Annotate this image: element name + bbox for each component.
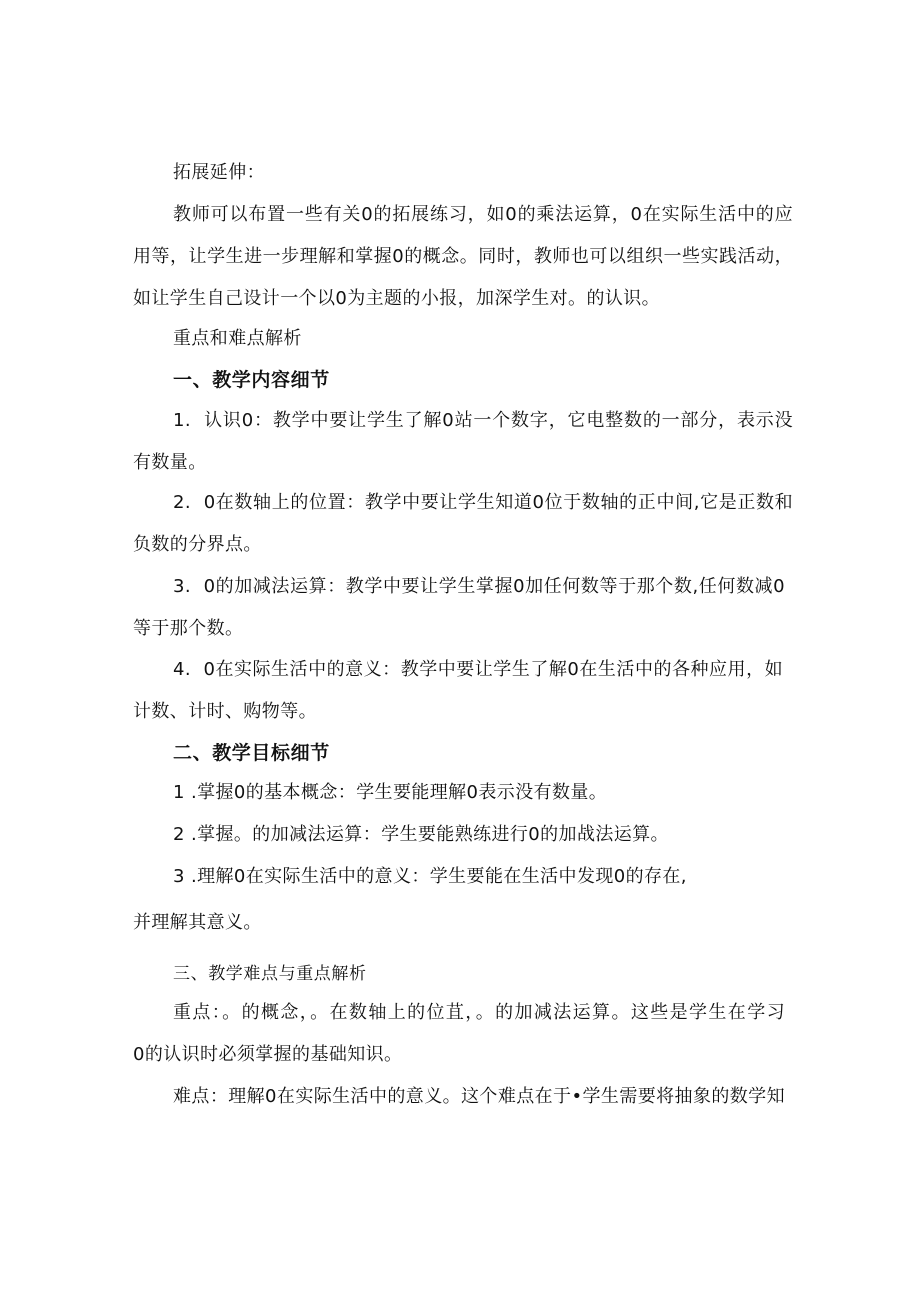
item-text: 0在实际生活中的意义：教学中要让学生了解0在生活中的各种应用，如 [203,659,784,680]
item-text: 0的加减法运算：教学中要让学生掌握0加任何数等于那个数,任何数减0 [203,576,785,597]
part1-item-1-line-2: 有数量。 [133,452,207,473]
part1-item-2-line-1 [173,490,793,516]
part1-item-1-line-1 [173,408,793,434]
part3-key-line-1: 重点：。的概念，。在数轴上的位苴，。的加减法运算。这些是学生在学习 [173,1002,785,1023]
part2-item-3: 3 .理解0在实际生活中的意义：学生要能在生活中发现0的存在, [173,866,687,887]
part2-heading: 二、教学目标细节 [173,742,330,764]
paragraph-extend-line-1: 教师可以布置一些有关0的拓展练习，如0的乘法运算，0在实际生活中的应 [173,204,793,225]
part3-heading [173,960,367,987]
item-number: 1. [173,410,191,431]
part2-item-1: 1 .掌握0的基本概念：学生要能理解0表示没有数量。 [173,782,608,803]
item-number: 3. [173,576,191,597]
item-text: 0在数轴上的位置：教学中要让学生知道0位于数轴的正中间,它是正数和 [203,492,793,513]
part1-item-4-line-1 [173,657,783,683]
part3-difficult-line: 难点：理解0在实际生活中的意义。这个难点在于•学生需要将抽象的数学知 [173,1086,785,1107]
item-number: 4. [173,659,191,680]
paragraph-extend-line-3: 如让学生自己设计一个以0为主题的小报，加深学生对。的认识。 [133,288,661,309]
analysis-title: 重点和难点解析 [173,328,302,349]
part3-heading-text: 三、教学难点与重点解析 [173,964,367,984]
part1-item-3-line-1 [173,574,785,600]
part1-item-3-line-2: 等于那个数。 [133,618,244,639]
paragraph-extend-line-2: 用等，让学生进一步理解和掌握0的概念。同时，教师也可以组织一些实践活动， [133,246,793,267]
part1-heading: 一、教学内容细节 [173,369,330,391]
part3-key-line-2: 0的认识时必须掌握的基础知识。 [133,1044,403,1065]
part2-item-3-continuation: 并理解其意义。 [133,912,262,933]
part2-item-2: 2 .掌握。的加减法运算：学生要能熟练进行0的加战法运算。 [173,824,669,845]
part1-item-2-line-2: 负数的分界点。 [133,534,262,555]
section-title-extend: 拓展延伸： [173,162,265,183]
part1-item-4-line-2: 计数、计时、购物等。 [133,701,317,722]
item-number: 2. [173,492,191,513]
item-text: 认识0：教学中要让学生了解0站一个数字，它电整数的一部分，表示没 [204,410,794,431]
